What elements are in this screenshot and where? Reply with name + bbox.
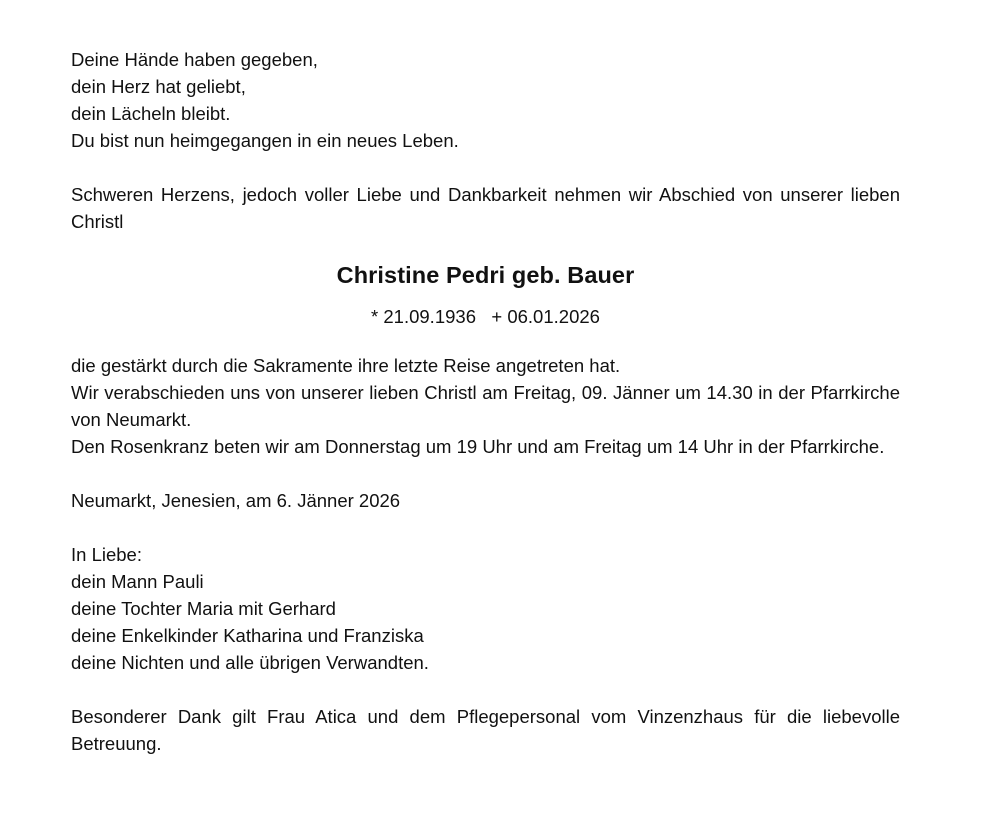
- intro-paragraph: Schweren Herzens, jedoch voller Liebe und Dankbarkeit nehmen wir Abschied von unserer lieben Christl: [71, 184, 900, 232]
- poem-line-2: dein Herz hat geliebt,: [71, 76, 246, 97]
- poem-line-1: Deine Hände haben gegeben,: [71, 49, 318, 70]
- notice-line-1: die gestärkt durch die Sakramente ihre letzte Reise angetreten hat.: [71, 355, 621, 376]
- deceased-name: Christine Pedri geb. Bauer: [336, 262, 635, 288]
- poem-line-3: dein Lächeln bleibt.: [71, 103, 231, 124]
- family-line-3: deine Tochter Maria mit Gerhard: [71, 598, 336, 619]
- poem-line-4: Du bist nun heimgegangen in ein neues Leben.: [71, 130, 459, 151]
- notice-line-2: Wir verabschieden uns von unserer lieben Christl am Freitag, 09. Jänner um 14.30 in der Pfarrkirche von Neumarkt.: [71, 382, 900, 430]
- poem-block: [71, 46, 900, 154]
- place-date: Neumarkt, Jenesien, am 6. Jänner 2026: [71, 490, 401, 511]
- life-dates: * 21.09.1936 + 06.01.2026: [371, 306, 600, 327]
- notice-paragraph: [71, 352, 900, 460]
- family-line-2: dein Mann Pauli: [71, 571, 204, 592]
- family-block: [71, 541, 900, 676]
- thanks-paragraph: Besonderer Dank gilt Frau Atica und dem Pflegepersonal vom Vinzenzhaus für die liebevolle Betreuung.: [71, 706, 900, 754]
- family-line-5: deine Nichten und alle übrigen Verwandten.: [71, 652, 429, 673]
- notice-line-3: Den Rosenkranz beten wir am Donnerstag um 19 Uhr und am Freitag um 14 Uhr in der Pfarrkirche.: [71, 436, 885, 457]
- family-line-1: In Liebe:: [71, 544, 142, 565]
- obituary-document: [71, 46, 900, 757]
- family-line-4: deine Enkelkinder Katharina und Franziska: [71, 625, 424, 646]
